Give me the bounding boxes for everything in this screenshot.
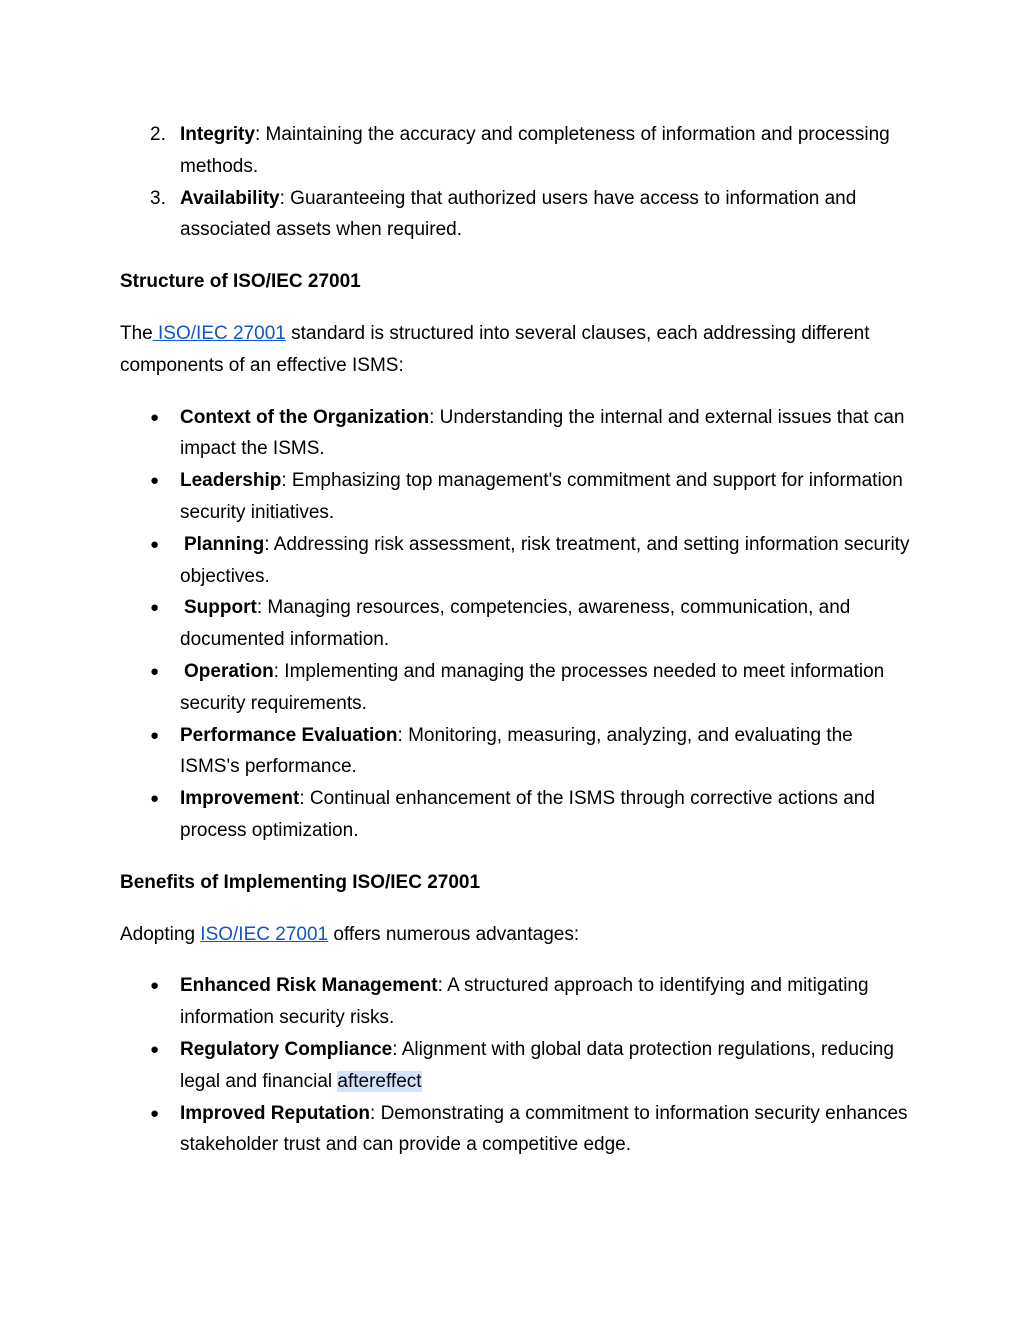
list-text: : Addressing risk assessment, risk treatment, and setting information security objectives. (180, 533, 910, 587)
list-text: : Monitoring, measuring, analyzing, and evaluating the ISMS's performance. (180, 724, 853, 778)
list-item (120, 656, 910, 720)
list-text: : Guaranteeing that authorized users have access to information and associated assets when required. (180, 187, 857, 241)
list-text: : Demonstrating a commitment to information security enhances stakeholder trust and can provide a competitive edge. (180, 1102, 908, 1156)
structure-intro (120, 318, 910, 382)
numbered-list (120, 119, 910, 246)
bullet-icon: ● (150, 726, 160, 744)
list-number: 2. (150, 124, 166, 145)
list-text: : Emphasizing top management's commitment and support for information security initiatives. (180, 470, 903, 523)
intro-text: standard is structured into several clauses, each addressing different components of an effective ISMS: (120, 322, 870, 376)
list-term: Integrity (180, 124, 255, 145)
list-term: Enhanced Risk Management (180, 975, 438, 997)
bullet-icon: ● (150, 408, 160, 426)
bullet-icon: ● (150, 790, 160, 808)
section-heading-benefits: Benefits of Implementing ISO/IEC 27001 (120, 871, 481, 893)
list-term: Regulatory Compliance (180, 1038, 393, 1060)
bullet-icon: ● (150, 599, 160, 617)
list-text: : Implementing and managing the processes needed to meet information security requirements. (180, 660, 885, 714)
list-text: : Maintaining the accuracy and completeness of information and processing methods. (180, 124, 890, 177)
highlighted-word: aftereffect (337, 1070, 422, 1092)
bullet-icon: ● (150, 535, 160, 553)
iso-link[interactable]: ISO/IEC 27001 (200, 923, 329, 945)
list-text: : A structured approach to identifying and mitigating information security risks. (180, 975, 869, 1029)
list-item (120, 183, 910, 247)
bullet-icon: ● (150, 977, 160, 995)
list-text: : Understanding the internal and external issues that can impact the ISMS. (180, 406, 905, 460)
list-term: Performance Evaluation (180, 724, 398, 746)
intro-text: offers numerous advantages: (328, 923, 580, 945)
structure-list (120, 402, 910, 847)
list-text: : Alignment with global data protection regulations, reducing legal and financial (180, 1038, 894, 1092)
intro-text: Adopting (120, 923, 201, 945)
benefits-list (120, 970, 910, 1161)
list-item (120, 720, 910, 784)
section-heading-structure: Structure of ISO/IEC 27001 (120, 271, 361, 293)
list-term: Improvement (180, 788, 300, 810)
list-term: Support (184, 597, 257, 619)
list-term: Leadership (180, 470, 282, 492)
bullet-icon: ● (150, 1040, 160, 1058)
list-term: Context of the Organization (180, 406, 430, 428)
bullet-icon: ● (150, 1104, 160, 1122)
intro-text: The (120, 322, 153, 344)
list-item (120, 402, 910, 466)
benefits-intro (120, 919, 910, 951)
list-item (120, 592, 910, 656)
list-text: : Continual enhancement of the ISMS through corrective actions and process optimization. (180, 788, 875, 841)
list-item (120, 970, 910, 1034)
iso-link[interactable]: ISO/IEC 27001 (152, 322, 286, 344)
list-term: Planning (184, 533, 265, 555)
list-term: Availability (180, 187, 280, 209)
list-item (120, 1034, 910, 1098)
list-item (120, 529, 910, 593)
list-item (120, 1098, 910, 1162)
list-term: Operation (184, 660, 274, 682)
list-item (120, 119, 910, 183)
list-number: 3. (150, 187, 166, 209)
list-text: : Managing resources, competencies, awareness, communication, and documented information. (180, 597, 851, 651)
list-term: Improved Reputation (180, 1102, 371, 1124)
document-body (120, 119, 910, 1161)
list-item (120, 465, 910, 529)
list-item (120, 783, 910, 847)
bullet-icon: ● (150, 472, 160, 490)
bullet-icon: ● (150, 662, 160, 680)
